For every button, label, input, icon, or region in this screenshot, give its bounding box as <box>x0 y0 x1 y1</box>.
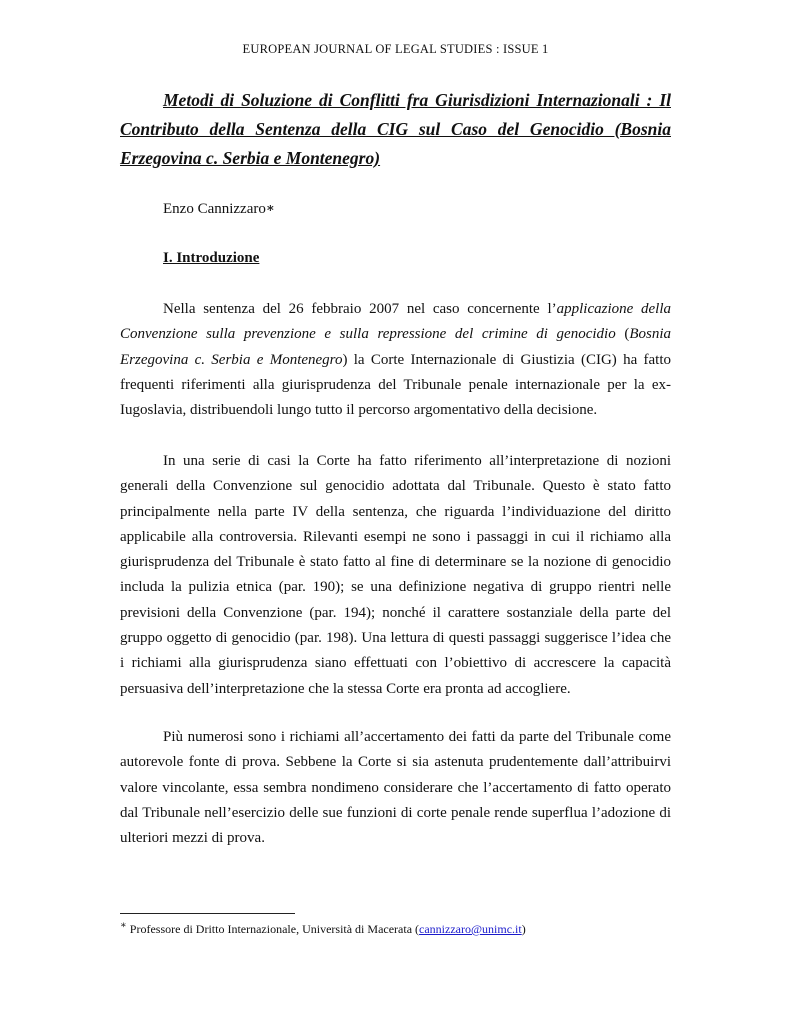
author-footnote-mark: ∗ <box>265 200 275 215</box>
footnote-divider <box>120 913 295 914</box>
paragraph-1-text-e: ) la Corte Internazionale di Giustizia (CIG) ha fatto frequenti riferimenti alla giurisprudenza del Tribunale penale internazionale per la ex-Iugoslavia, distribuendoli lungo tutto il percorso argomentativo della decisione. <box>120 351 671 419</box>
paragraph-1-parties: Bosnia Erzegovina c. Serbia e Montenegro <box>120 326 671 368</box>
paragraph-3: Più numerosi sono i richiami all’accertamento dei fatti da parte del Tribunale come autorevole fonte di prova. Sebbene la Corte si sia astenuta prudentemente dall’attribuirvi valore vincolante, essa sembra nondimeno considerare che l’accertamento di fatto operato dal Tribunale nell’esercizio delle sue funzioni di corte penale rende superflua l’adozione di ulteriori mezzi di prova. <box>120 729 671 847</box>
article-title: Metodi di Soluzione di Conflitti fra Giurisdizioni Internazionali : Il Contributo della Sentenza della CIG sul Caso del Genocidio (Bosnia Erzegovina c. Serbia e Montenegro) <box>120 90 671 168</box>
author-name: Enzo Cannizzaro <box>163 201 266 217</box>
footnote-text: Professore di Dritto Internazionale, Università di Macerata ( <box>126 922 420 936</box>
running-head: EUROPEAN JOURNAL OF LEGAL STUDIES : ISSUE 1 <box>242 42 549 56</box>
author-line <box>163 200 275 218</box>
section-heading: I. Introduzione <box>163 250 260 266</box>
paragraph-2: In una serie di casi la Corte ha fatto riferimento all’interpretazione di nozioni generali della Convenzione sul genocidio adottata dal Tribunale. Questo è stato fatto principalmente nella parte IV della sentenza, che riguarda l’individuazione del diritto applicabile alla controversia. Rilevanti esempi ne sono i passaggi in cui il richiamo alla giurisprudenza del Tribunale è stato fatto al fine di determinare se la nozione di genocidio includa la pulizia etnica (par. 190); se una definizione negativa di gruppo rientri nelle previsioni della Convenzione (par. 194); nonché il carattere sostanziale della parte del gruppo oggetto di genocidio (par. 198). Una lettura di questi passaggi suggerisce l’idea che i richiami alla giurisprudenza siano effettuati con l’obiettivo di accrescere la capacità persuasiva dell’interpretazione che la stessa Corte era pronta ad accogliere. <box>120 453 671 697</box>
paragraph-1-case-title: applicazione della Convenzione sulla prevenzione e sulla repressione del crimine di genocidio <box>120 301 671 343</box>
paragraph-1-text-c: ( <box>615 326 630 343</box>
footnote-close: ) <box>521 922 526 936</box>
footnote-mark: ∗ <box>120 920 127 931</box>
paragraph-1 <box>120 297 671 423</box>
footnote <box>120 920 526 937</box>
paragraph-1-text-a: Nella sentenza del 26 febbraio 2007 nel caso concernente l’ <box>163 301 557 317</box>
footnote-email-link[interactable]: cannizzaro@unimc.it <box>419 922 522 936</box>
